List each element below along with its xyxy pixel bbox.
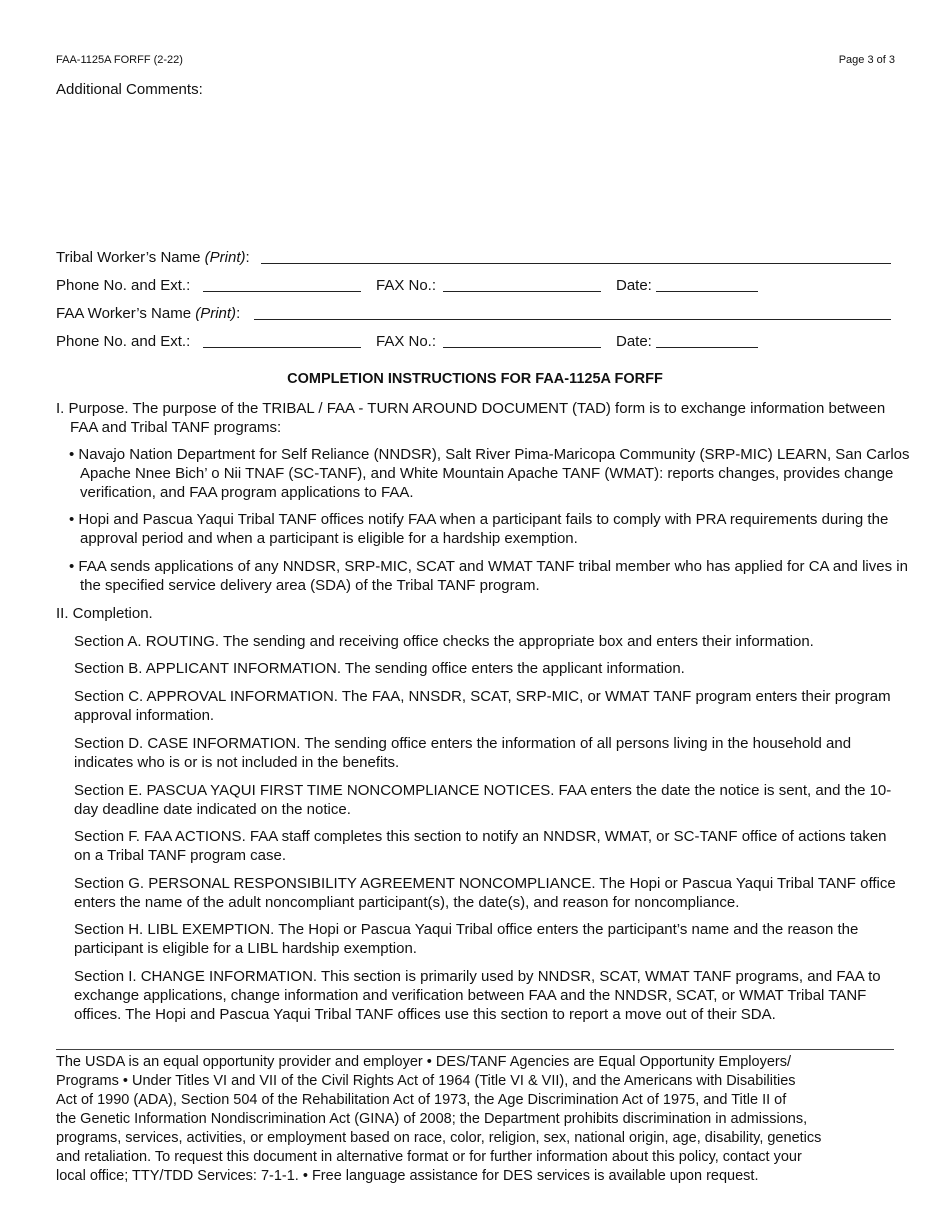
tribal-worker-name-field[interactable] xyxy=(261,263,891,264)
footer-divider xyxy=(56,1049,894,1050)
faa-fax-field[interactable] xyxy=(443,347,601,348)
section-c: Section C. APPROVAL INFORMATION. The FAA, NNSDR, SCAT, SRP-MIC, or WMAT TANF program enters their program approval information. xyxy=(74,688,891,724)
additional-comments-label: Additional Comments: xyxy=(56,81,203,98)
tribal-date-label: Date: xyxy=(616,277,652,294)
section-e: Section E. PASCUA YAQUI FIRST TIME NONCOMPLIANCE NOTICES. FAA enters the date the notice is sent, and the 10-day deadline date indicated on the notice. xyxy=(74,782,892,818)
section-f: Section F. FAA ACTIONS. FAA staff completes this section to notify an NNDSR, WMAT, or SC-TANF office of actions taken on a Tribal TANF program case. xyxy=(74,828,887,864)
faa-date-field[interactable] xyxy=(656,347,758,348)
bullet-faa-applications: • FAA sends applications of any NNDSR, SRP-MIC, SCAT and WMAT TANF tribal member who has applied for CA and lives in the specified service delivery area (SDA) of the Tribal TANF program. xyxy=(69,558,908,594)
section-b: Section B. APPLICANT INFORMATION. The sending office enters the applicant information. xyxy=(74,660,685,677)
section-h: Section H. LIBL EXEMPTION. The Hopi or Pascua Yaqui Tribal office enters the participant’s name and the reason the participant is eligible for a LIBL hardship exemption. xyxy=(74,921,859,957)
page-number: Page 3 of 3 xyxy=(838,54,895,66)
faa-worker-name-field[interactable] xyxy=(254,319,891,320)
tribal-fax-field[interactable] xyxy=(443,291,601,292)
footer-notice: The USDA is an equal opportunity provider and employer • DES/TANF Agencies are Equal Opportunity Employers/ Programs • Under Titles VI and VII of the Civil Rights Act of 1964 (Title VI & VII), and the Americans with Disabilities Act of 1990 (ADA), Section 504 of the Rehabilitation Act of 1973, the Age Discrimination Act of 1975, and Title II of the Genetic Information Nondiscrimination Act (GINA) of 2008; the Department prohibits discrimination in admissions, programs, services, activities, or employment based on race, color, religion, sex, national origin, age, disability, genetics and retaliation. To request this document in alternative format or for further information about this policy, contact your local office; TTY/TDD Services: 7-1-1. • Free language assistance for DES services is available upon request. xyxy=(56,1054,822,1184)
tribal-fax-label: FAX No.: xyxy=(376,277,437,294)
purpose-text: I. Purpose. The purpose of the TRIBAL / FAA - TURN AROUND DOCUMENT (TAD) form is to exchange information between FAA and Tribal TANF programs: xyxy=(56,400,886,436)
bullet-hopi-pascua: • Hopi and Pascua Yaqui Tribal TANF offices notify FAA when a participant fails to comply with PRA requirements during the approval period and when a participant is eligible for a hardship exemption. xyxy=(69,511,889,547)
faa-fax-label: FAX No.: xyxy=(376,333,437,350)
form-id: FAA-1125A FORFF (2-22) xyxy=(56,54,183,66)
completion-heading: II. Completion. xyxy=(56,605,153,622)
section-i: Section I. CHANGE INFORMATION. This section is primarily used by NNDSR, SCAT, WMAT TANF programs, and FAA to exchange applications, change information and verification between FAA and the NNDSR, SCAT, or WMAT Tribal TANF offices. The Hopi and Pascua Yaqui Tribal TANF offices use this section to report a move out of their SDA. xyxy=(74,968,881,1023)
tribal-worker-name-label: Tribal Worker’s Name (Print): xyxy=(56,249,250,266)
tribal-phone-label: Phone No. and Ext.: xyxy=(56,277,191,294)
section-g: Section G. PERSONAL RESPONSIBILITY AGREEMENT NONCOMPLIANCE. The Hopi or Pascua Yaqui Tribal TANF office enters the name of the adult noncompliant participant(s), the date(s), and reason for noncompliance. xyxy=(74,875,896,911)
faa-phone-field[interactable] xyxy=(203,347,361,348)
instructions-title: COMPLETION INSTRUCTIONS FOR FAA-1125A FORFF xyxy=(287,371,663,387)
section-a: Section A. ROUTING. The sending and receiving office checks the appropriate box and enters their information. xyxy=(74,633,814,650)
tribal-date-field[interactable] xyxy=(656,291,758,292)
faa-worker-name-label: FAA Worker’s Name (Print): xyxy=(56,305,241,322)
faa-date-label: Date: xyxy=(616,333,652,350)
bullet-nndsr: • Navajo Nation Department for Self Reliance (NNDSR), Salt River Pima-Maricopa Community (SRP-MIC) LEARN, San Carlos Apache Nnee Bich’ o Nii TNAF (SC-TANF), and White Mountain Apache TANF (WMAT): reports changes, provides change verification, and FAA program applications to FAA. xyxy=(69,446,910,501)
tribal-phone-field[interactable] xyxy=(203,291,361,292)
additional-comments-area[interactable] xyxy=(56,102,894,242)
faa-phone-label: Phone No. and Ext.: xyxy=(56,333,191,350)
section-d: Section D. CASE INFORMATION. The sending office enters the information of all persons living in the household and indicates who is or is not included in the benefits. xyxy=(74,735,852,771)
